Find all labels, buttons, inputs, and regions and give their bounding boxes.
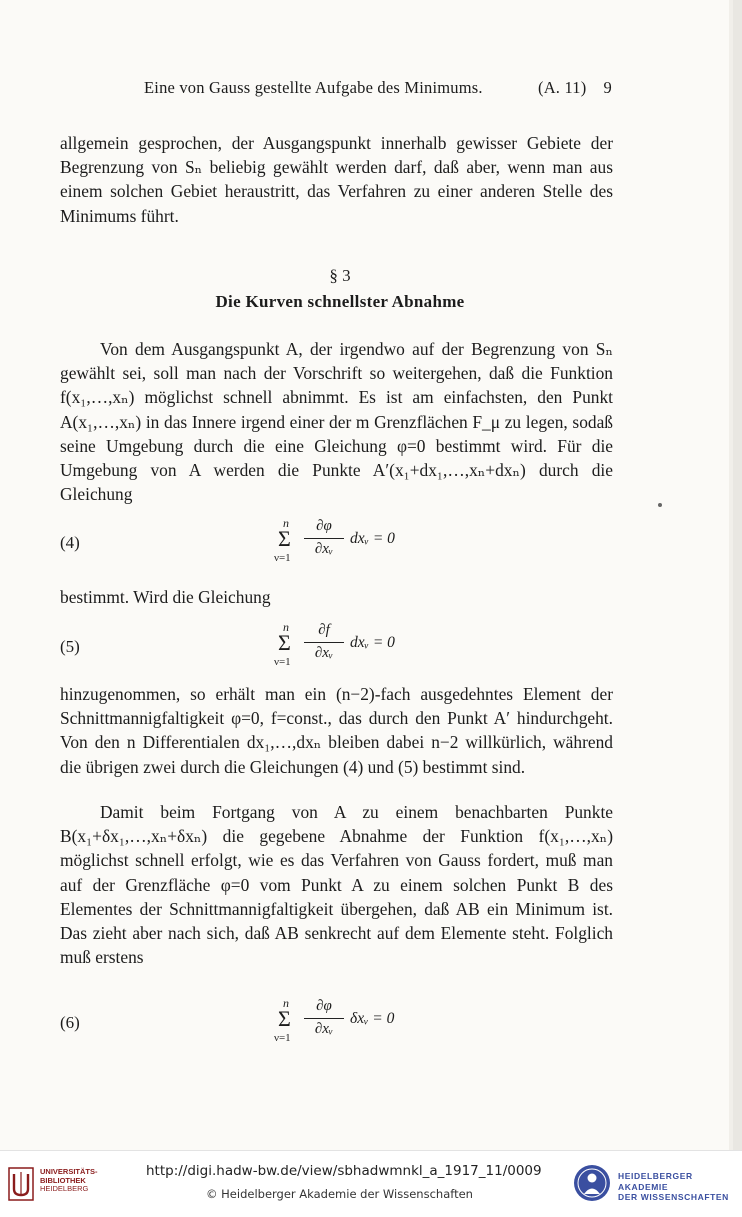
sum-sign: Σ bbox=[278, 630, 291, 655]
footer bbox=[0, 1150, 742, 1217]
section-title: Die Kurven schnellster Abnahme bbox=[215, 292, 465, 311]
fraction-denominator: ∂xᵥ bbox=[314, 1021, 334, 1037]
paragraph-start-point: Von dem Ausgangspunkt A, der irgendwo auf der Begrenzung von Sₙ gewählt sei, soll man nach der Vorschrift so weitergehen, daß die Funktion f(x₁,…,xₙ) möglichst schnell abnimmt. Es ist am einfachsten, den Punkt A(x₁,…,xₙ) in das Innere irgend einer der m Grenzflächen F_μ zu legen, sodaß seine Umgebung durch die eine Gleichung φ=0 bestimmt wird. Für die Umgebung von A werden die Punkte A′(x₁+dx₁,…,xₙ+dxₙ) durch die Gleichung bbox=[60, 339, 613, 505]
fraction-denominator: ∂xᵥ bbox=[314, 541, 334, 557]
library-logo-icon bbox=[8, 1167, 34, 1201]
library-name-line: UNIVERSITÄTS- bbox=[40, 1167, 98, 1176]
fraction-bar bbox=[304, 642, 344, 643]
equation-number: (5) bbox=[60, 637, 80, 656]
running-head-title: Eine von Gauss gestellte Aufgabe des Minimums. bbox=[144, 78, 483, 97]
sum-upper-limit: n bbox=[283, 996, 289, 1010]
copyright-notice: © Heidelberger Akademie der Wissenschaften bbox=[206, 1187, 473, 1201]
paragraph-gauss-procedure: Damit beim Fortgang von A zu einem benachbarten Punkte B(x₁+δx₁,…,xₙ+δxₙ) die gegebene Abnahme der Funktion f(x₁,…,xₙ) möglichst schnell erfolgt, wie es das Verfahren von Gauss fordert, muß man auf der Grenzfläche φ=0 vom Punkt A zu einem solchen Punkt B des Elementes der Schnittmannigfaltigkeit übergehen, daß AB ein Minimum ist. Das zieht aber nach sich, daß AB senkrecht auf dem Elemente steht. Folglich muß erstens bbox=[60, 802, 613, 968]
sum-upper-limit: n bbox=[283, 620, 289, 634]
equation-number: (6) bbox=[60, 1013, 80, 1032]
section-mark: § 3 bbox=[329, 266, 351, 285]
sum-sign: Σ bbox=[278, 526, 291, 551]
sum-upper-limit: n bbox=[283, 516, 289, 530]
equation-4 bbox=[60, 516, 613, 576]
permalink[interactable]: http://digi.hadw-bw.de/view/sbhadwmnkl_a_1917_11/0009 bbox=[146, 1163, 542, 1179]
sum-lower-limit: ν=1 bbox=[274, 552, 291, 564]
fraction-bar bbox=[304, 1018, 344, 1019]
sum-sign: Σ bbox=[278, 1006, 291, 1031]
equation-6 bbox=[60, 996, 613, 1056]
equation-remainder: dxᵥ = 0 bbox=[350, 530, 395, 547]
paragraph-element: hinzugenommen, so erhält man ein (n−2)-fach ausgedehntes Element der Schnittmannigfaltigkeit φ=0, f=const., das durch den Punkt A′ hindurchgeht. Von den n Differentialen dx₁,…,dxₙ bleiben dabei n−2 willkürlich, während die übrigen zwei durch die Gleichungen (4) und (5) bestimmt sind. bbox=[60, 684, 613, 777]
fraction-denominator: ∂xᵥ bbox=[314, 645, 334, 661]
fraction-bar bbox=[304, 538, 344, 539]
fraction-numerator: ∂φ bbox=[316, 518, 332, 534]
paragraph-transition: bestimmt. Wird die Gleichung bbox=[60, 587, 271, 607]
fraction-numerator: ∂f bbox=[318, 622, 330, 638]
sum-lower-limit: ν=1 bbox=[274, 656, 291, 668]
equation-remainder: δxᵥ = 0 bbox=[350, 1010, 395, 1027]
equation-formula bbox=[270, 620, 470, 680]
library-name-line: BIBLIOTHEK bbox=[40, 1175, 86, 1185]
library-name-line: HEIDELBERG bbox=[40, 1184, 89, 1194]
academy-name-line: DER WISSENSCHAFTEN bbox=[618, 1192, 729, 1202]
sum-lower-limit: ν=1 bbox=[274, 1032, 291, 1044]
academy-seal-icon bbox=[572, 1163, 612, 1203]
fraction-numerator: ∂φ bbox=[316, 998, 332, 1014]
paragraph-intro: allgemein gesprochen, der Ausgangspunkt innerhalb gewisser Gebiete der Begrenzung von Sₙ beliebig gewählt werden darf, daß aber, wenn man aus einem solchen Gebiet heraustritt, das Verfahren zu einer anderen Stelle des Minimums führt. bbox=[60, 133, 613, 226]
equation-formula bbox=[270, 996, 470, 1056]
page-edge bbox=[733, 0, 742, 1150]
margin-mark bbox=[658, 503, 662, 507]
page-number: 9 bbox=[603, 78, 612, 97]
library-name bbox=[40, 1168, 98, 1194]
equation-5 bbox=[60, 620, 613, 680]
equation-formula bbox=[270, 516, 470, 576]
academy-name bbox=[618, 1171, 742, 1203]
running-head-reference: (A. 11) bbox=[538, 78, 587, 97]
academy-name-line: HEIDELBERGER AKADEMIE bbox=[618, 1171, 693, 1192]
equation-remainder: dxᵥ = 0 bbox=[350, 634, 395, 651]
equation-number: (4) bbox=[60, 533, 80, 552]
